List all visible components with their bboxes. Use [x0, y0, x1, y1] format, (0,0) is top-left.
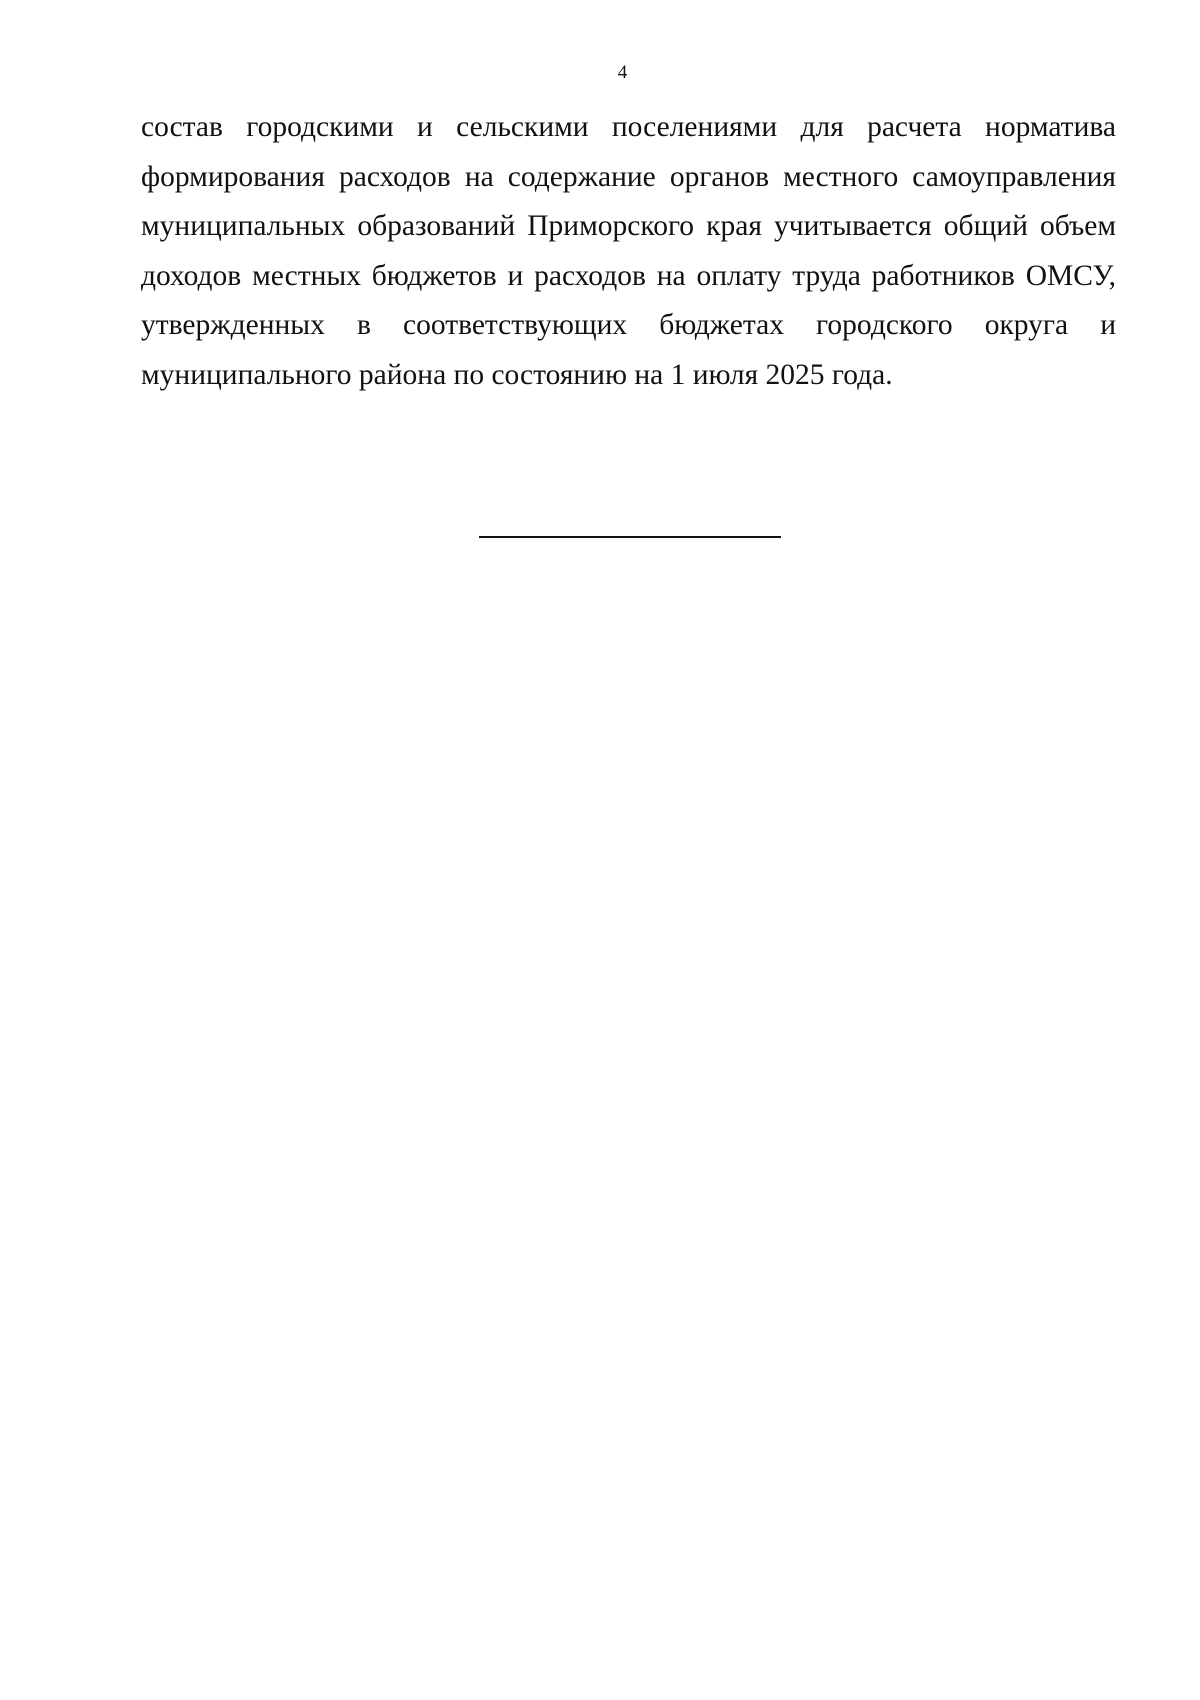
paragraph-line-last: муниципального района по состоянию на 1 июля 2025 года.	[141, 358, 893, 391]
body-paragraph	[141, 103, 1116, 400]
paragraph-line: состав городскими и сельскими поселениями для расчета норматива	[141, 111, 1116, 143]
paragraph-line: формирования расходов на содержание органов местного самоуправления	[141, 160, 1116, 193]
end-of-document-rule	[479, 536, 781, 538]
paragraph-line: муниципальных образований Приморского края учитывается общий объем	[141, 210, 1116, 242]
paragraph-line: утвержденных в соответствующих бюджетах городского округа и	[141, 309, 1116, 341]
paragraph-line: доходов местных бюджетов и расходов на оплату труда работников ОМСУ,	[141, 259, 1116, 292]
page-number: 4	[617, 62, 628, 83]
